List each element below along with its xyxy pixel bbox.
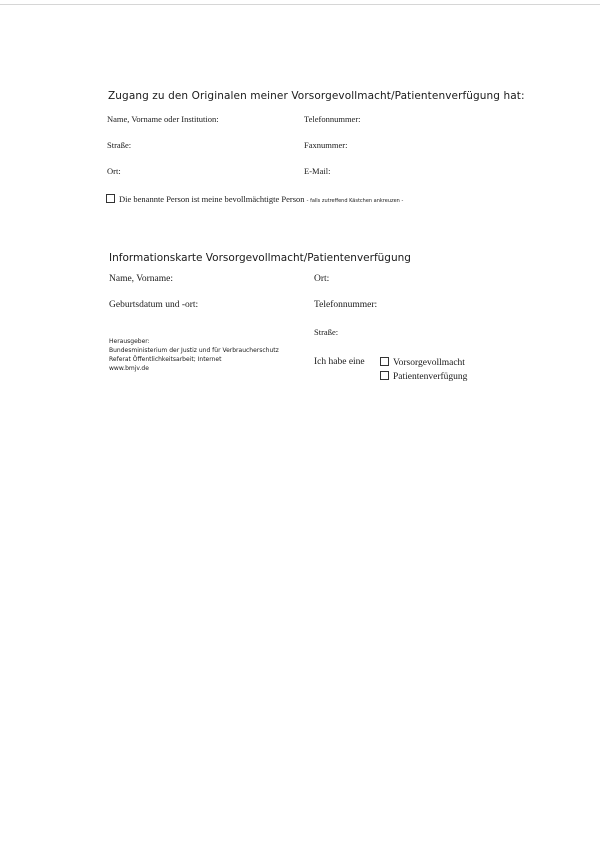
vollmacht-label: Vorsorgevollmacht — [393, 358, 465, 368]
section1-title: Zugang zu den Originalen meiner Vorsorgevollmacht/Patientenverfügung hat: — [108, 90, 525, 102]
vollmacht-checkbox[interactable] — [380, 357, 389, 366]
option-vollmacht-row[interactable] — [380, 357, 465, 368]
verfuegung-checkbox[interactable] — [380, 371, 389, 380]
card-field-phone: Telefonnummer: — [314, 300, 378, 310]
option-verfuegung-row[interactable] — [380, 371, 467, 382]
publisher-heading: Herausgeber: — [109, 338, 150, 345]
field-city: Ort: — [107, 166, 121, 176]
page-top-border — [0, 4, 600, 5]
verfuegung-label: Patientenverfügung — [393, 372, 468, 382]
field-fax: Faxnummer: — [304, 140, 348, 150]
publisher-line1: Bundesministerium der Justiz und für Verbraucherschutz — [109, 347, 279, 354]
authorized-person-label: Die benannte Person ist meine bevollmächtigte Person — [119, 194, 305, 204]
field-phone: Telefonnummer: — [304, 114, 361, 124]
card-field-city: Ort: — [314, 274, 330, 284]
field-street: Straße: — [107, 140, 132, 150]
authorized-person-row[interactable] — [106, 194, 403, 204]
section2-title: Informationskarte Vorsorgevollmacht/Patientenverfügung — [109, 252, 411, 264]
card-field-name: Name, Vorname: — [109, 274, 174, 284]
field-name-institution: Name, Vorname oder Institution: — [107, 114, 219, 124]
card-field-street: Straße: — [314, 327, 339, 337]
publisher-url: www.bmjv.de — [109, 365, 149, 372]
authorized-person-checkbox[interactable] — [106, 194, 115, 203]
publisher-block — [109, 337, 279, 373]
publisher-line2: Referat Öffentlichkeitsarbeit; Internet — [109, 356, 222, 363]
field-email: E-Mail: — [304, 166, 331, 176]
have-label: Ich habe eine — [314, 357, 365, 367]
card-field-birth: Geburtsdatum und -ort: — [109, 300, 199, 310]
authorized-person-note: - falls zutreffend Kästchen ankreuzen - — [306, 198, 404, 204]
